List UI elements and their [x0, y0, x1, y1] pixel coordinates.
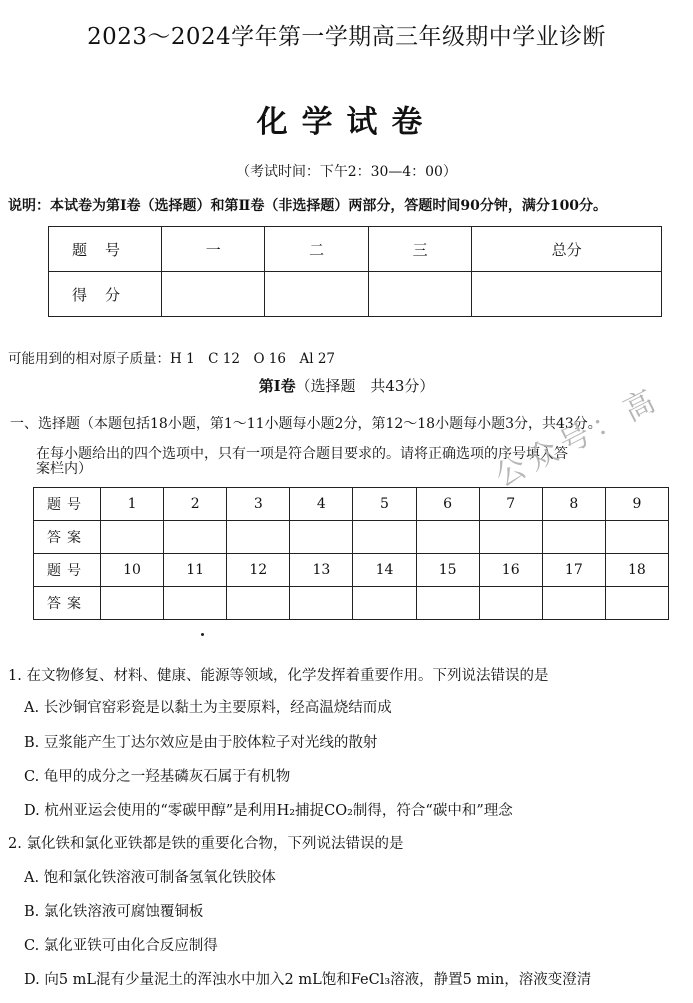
question-2-stem: 2. 氯化铁和氯化亚铁都是铁的重要化合物，下列说法错误的是	[8, 836, 404, 852]
answer-table-qnum-row-2	[34, 554, 669, 587]
answer-table-answer-row-2	[34, 587, 669, 620]
answer-table-qnum-label: 题号	[34, 554, 101, 587]
exam-time: （考试时间：下午2：30—4：00）	[236, 164, 457, 180]
answer-table-answer-label: 答案	[34, 587, 101, 620]
watermark: 公众号：高	[489, 381, 666, 495]
qnum-cell: 2	[164, 488, 227, 521]
qnum-cell: 18	[605, 554, 668, 587]
question-2-option-d: D. 向5 mL混有少量泥土的浑浊水中加入2 mL饱和FeCl₃溶液，静置5 min，溶液变澄清	[24, 972, 592, 988]
answer-cell	[290, 521, 353, 554]
qnum-cell: 17	[542, 554, 605, 587]
question-2-option-c: C. 氯化亚铁可由化合反应制得	[24, 938, 218, 954]
qnum-cell: 12	[227, 554, 290, 587]
qnum-cell: 1	[101, 488, 164, 521]
subject-title: 化学试卷	[256, 104, 437, 140]
section-title-bold: 第Ⅰ卷	[258, 377, 296, 395]
answer-cell	[227, 587, 290, 620]
score-header-label: 题号	[49, 227, 162, 272]
score-cell	[162, 272, 265, 317]
answer-cell	[416, 521, 479, 554]
answer-table-qnum-label: 题号	[34, 488, 101, 521]
question-2-option-a: A. 饱和氯化铁溶液可制备氢氧化铁胶体	[24, 870, 276, 886]
qnum-cell: 4	[290, 488, 353, 521]
part-intro-line3: 案栏内）	[36, 461, 92, 477]
stray-dot	[201, 633, 204, 636]
answer-cell	[290, 587, 353, 620]
question-1-option-c: C. 龟甲的成分之一羟基磷灰石属于有机物	[24, 769, 291, 785]
qnum-cell: 6	[416, 488, 479, 521]
qnum-cell: 3	[227, 488, 290, 521]
atomic-masses: 可能用到的相对原子质量：H 1 C 12 O 16 Al 27	[8, 351, 336, 367]
exam-instructions: 说明：本试卷为第Ⅰ卷（选择题）和第Ⅱ卷（非选择题）两部分，答题时间90分钟，满分100分。	[8, 198, 608, 214]
qnum-cell: 13	[290, 554, 353, 587]
answer-cell	[101, 587, 164, 620]
section-title-rest: （选择题 共43分）	[295, 377, 435, 395]
answer-cell	[101, 521, 164, 554]
score-header-part2: 二	[265, 227, 368, 272]
question-2-option-b: B. 氯化铁溶液可腐蚀覆铜板	[24, 904, 204, 920]
exam-header-title: 2023～2024学年第一学期高三年级期中学业诊断	[87, 24, 606, 50]
qnum-cell: 5	[353, 488, 416, 521]
answer-table-qnum-row-1	[34, 488, 669, 521]
score-cell	[472, 272, 662, 317]
qnum-cell: 10	[101, 554, 164, 587]
score-row-label: 得分	[49, 272, 162, 317]
score-header-total: 总分	[472, 227, 662, 272]
answer-cell	[353, 521, 416, 554]
qnum-cell: 15	[416, 554, 479, 587]
answer-table-answer-label: 答案	[34, 521, 101, 554]
answer-cell	[416, 587, 479, 620]
question-1-stem: 1. 在文物修复、材料、健康、能源等领域，化学发挥着重要作用。下列说法错误的是	[8, 668, 549, 684]
question-1-option-d: D. 杭州亚运会使用的“零碳甲醇”是利用H₂捕捉CO₂制得，符合“碳中和”理念	[24, 803, 513, 819]
qnum-cell: 11	[164, 554, 227, 587]
answer-cell	[164, 587, 227, 620]
score-cell	[368, 272, 471, 317]
question-1-option-a: A. 长沙铜官窑彩瓷是以黏土为主要原料，经高温烧结而成	[24, 700, 392, 716]
answer-cell	[164, 521, 227, 554]
qnum-cell: 14	[353, 554, 416, 587]
qnum-cell: 7	[479, 488, 542, 521]
score-table-header-row	[49, 227, 662, 272]
section-title	[0, 375, 693, 396]
score-table	[48, 226, 662, 317]
answer-cell	[605, 587, 668, 620]
answer-cell	[479, 587, 542, 620]
answer-cell	[227, 521, 290, 554]
answer-cell	[542, 587, 605, 620]
answer-cell	[605, 521, 668, 554]
answer-cell	[353, 587, 416, 620]
answer-table	[33, 487, 669, 620]
part-intro-line1: 一、选择题（本题包括18小题，第1～11小题每小题2分，第12～18小题每小题3分，共43分。	[10, 416, 602, 432]
score-cell	[265, 272, 368, 317]
score-table-score-row	[49, 272, 662, 317]
score-header-part1: 一	[162, 227, 265, 272]
part-intro-line2: 在每小题给出的四个选项中，只有一项是符合题目要求的。请将正确选项的序号填入答	[36, 446, 568, 462]
answer-cell	[542, 521, 605, 554]
qnum-cell: 16	[479, 554, 542, 587]
question-1-option-b: B. 豆浆能产生丁达尔效应是由于胶体粒子对光线的散射	[24, 735, 378, 751]
answer-cell	[479, 521, 542, 554]
qnum-cell: 9	[605, 488, 668, 521]
answer-table-answer-row-1	[34, 521, 669, 554]
qnum-cell: 8	[542, 488, 605, 521]
score-header-part3: 三	[368, 227, 471, 272]
